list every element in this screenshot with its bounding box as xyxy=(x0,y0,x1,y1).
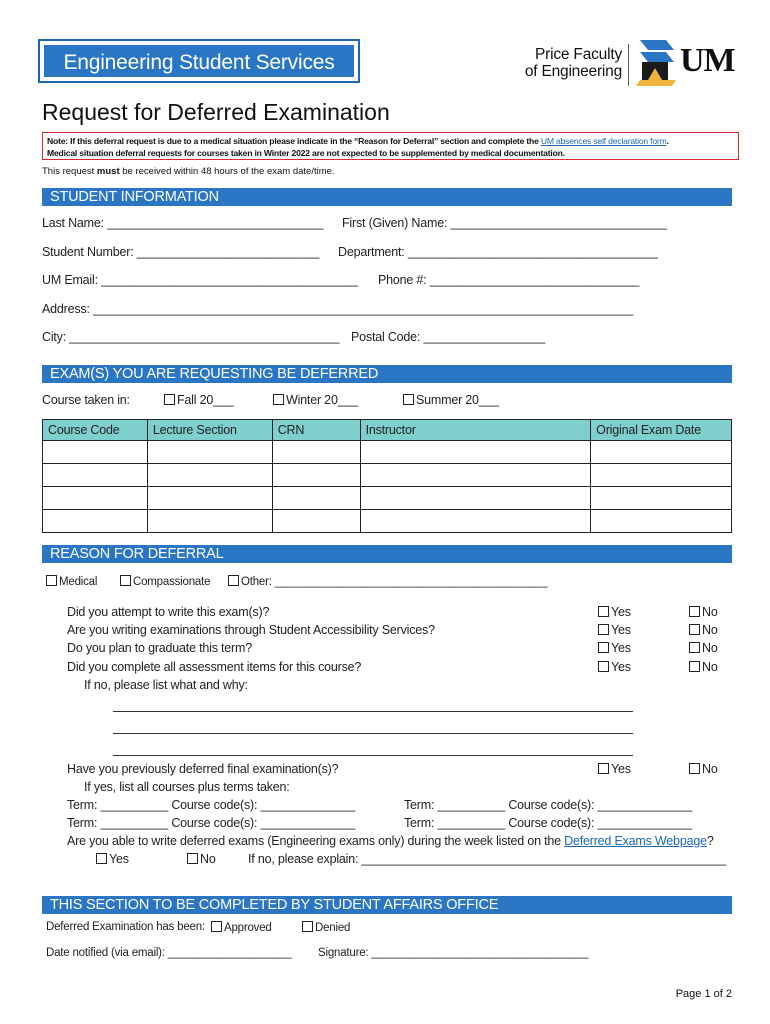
question-assessment: Did you complete all assessment items for this course? xyxy=(67,660,362,674)
question-able-to-write xyxy=(67,834,714,848)
no-checkbox[interactable] xyxy=(689,642,700,653)
reason-other[interactable] xyxy=(228,575,547,588)
table-cell[interactable] xyxy=(591,464,732,487)
medical-checkbox[interactable] xyxy=(46,575,57,586)
has-been-label: Deferred Examination has been: xyxy=(46,921,205,933)
logo-divider xyxy=(628,44,629,86)
table-cell[interactable] xyxy=(591,441,732,464)
able-text: Are you able to write deferred exams (Engineering exams only) during the week listed on the xyxy=(67,834,565,848)
office-heading: THIS SECTION TO BE COMPLETED BY STUDENT AFFAIRS OFFICE xyxy=(42,896,732,914)
table-cell[interactable] xyxy=(43,441,148,464)
yes-checkbox[interactable] xyxy=(598,763,609,774)
no-checkbox[interactable] xyxy=(689,763,700,774)
city-field[interactable]: City: ________________________________________ xyxy=(42,330,340,344)
self-declaration-link[interactable]: UM absences self declaration form xyxy=(540,136,667,146)
explain-field[interactable]: If no, please explain: ______________________________________________________ xyxy=(248,852,727,866)
yes-label: Yes xyxy=(611,762,631,776)
table-cell[interactable] xyxy=(272,441,360,464)
winter-label: Winter 20___ xyxy=(286,393,358,407)
signature-field[interactable]: Signature: ___________________________________ xyxy=(318,947,589,959)
table-cell[interactable] xyxy=(43,464,148,487)
no-label: No xyxy=(200,852,216,866)
no-option[interactable] xyxy=(689,762,718,776)
first-name-field[interactable]: First (Given) Name: ________________________________ xyxy=(342,216,667,230)
deadline-note xyxy=(42,166,335,177)
yes-label: Yes xyxy=(611,641,631,655)
if-no-label: If no, please list what and why: xyxy=(84,678,248,692)
question-previously-deferred: Have you previously deferred final examination(s)? xyxy=(67,762,339,776)
um-logo: UM xyxy=(680,42,735,79)
table-cell[interactable] xyxy=(147,464,272,487)
yes-label: Yes xyxy=(611,605,631,619)
summer-label: Summer 20___ xyxy=(416,393,500,407)
compassionate-label: Compassionate xyxy=(133,576,211,588)
explanation-line[interactable] xyxy=(113,733,633,734)
no-label: No xyxy=(702,660,718,674)
no-option[interactable] xyxy=(689,605,718,619)
postal-code-field[interactable]: Postal Code: __________________ xyxy=(351,330,545,344)
term-option-fall[interactable] xyxy=(164,393,233,407)
reason-heading: REASON FOR DEFERRAL xyxy=(42,545,732,563)
term-course-field[interactable]: Term: __________ Course code(s): ______________ xyxy=(404,816,693,830)
denied-checkbox[interactable] xyxy=(302,921,313,932)
table-cell[interactable] xyxy=(272,510,360,533)
no-checkbox[interactable] xyxy=(689,624,700,635)
able-no-option[interactable] xyxy=(187,852,216,866)
term-option-winter[interactable] xyxy=(273,393,358,407)
no-label: No xyxy=(702,641,718,655)
table-cell[interactable] xyxy=(360,487,591,510)
denied-option[interactable] xyxy=(302,921,350,934)
note-line-2: Medical situation deferral requests for courses taken in Winter 2022 are not expected to be supplemented by medical documentation. xyxy=(47,148,565,158)
yes-checkbox[interactable] xyxy=(598,606,609,617)
approved-label: Approved xyxy=(224,922,272,934)
faculty-line-2: of Engineering xyxy=(524,63,622,80)
no-label: No xyxy=(702,623,718,637)
no-checkbox[interactable] xyxy=(689,661,700,672)
reason-compassionate[interactable] xyxy=(120,575,210,588)
table-cell[interactable] xyxy=(147,510,272,533)
col-crn: CRN xyxy=(272,420,360,441)
no-option[interactable] xyxy=(689,641,718,655)
email-field[interactable]: UM Email: ______________________________________ xyxy=(42,273,358,287)
col-course-code: Course Code xyxy=(43,420,148,441)
page-number: Page 1 of 2 xyxy=(675,988,732,1000)
yes-option[interactable] xyxy=(598,641,631,655)
medical-label: Medical xyxy=(59,576,98,588)
other-checkbox[interactable] xyxy=(228,575,239,586)
term-option-summer[interactable] xyxy=(403,393,499,407)
question-attempt: Did you attempt to write this exam(s)? xyxy=(67,605,270,619)
no-option[interactable] xyxy=(689,660,718,674)
deadline-post: be received within 48 hours of the exam date/time. xyxy=(119,166,335,177)
table-row xyxy=(43,487,732,510)
table-row xyxy=(43,510,732,533)
col-instructor: Instructor xyxy=(360,420,591,441)
table-cell[interactable] xyxy=(43,510,148,533)
table-cell[interactable] xyxy=(591,510,732,533)
col-lecture-section: Lecture Section xyxy=(147,420,272,441)
fall-checkbox[interactable] xyxy=(164,394,175,405)
other-label: Other: ____________________________________________ xyxy=(241,576,548,588)
summer-checkbox[interactable] xyxy=(403,394,414,405)
deadline-bold: must xyxy=(96,166,120,177)
address-field[interactable]: Address: ________________________________________________________________________________ xyxy=(42,302,634,316)
table-row xyxy=(43,464,732,487)
table-cell[interactable] xyxy=(147,487,272,510)
no-label: No xyxy=(702,762,718,776)
yes-option[interactable] xyxy=(598,660,631,674)
denied-label: Denied xyxy=(315,922,351,934)
no-checkbox[interactable] xyxy=(689,606,700,617)
table-cell[interactable] xyxy=(147,441,272,464)
yes-checkbox[interactable] xyxy=(598,661,609,672)
table-cell[interactable] xyxy=(43,487,148,510)
exams-heading: EXAM(S) YOU ARE REQUESTING BE DEFERRED xyxy=(42,365,732,383)
table-cell[interactable] xyxy=(360,441,591,464)
able-qmark: ? xyxy=(706,834,714,848)
yes-checkbox[interactable] xyxy=(598,624,609,635)
table-cell[interactable] xyxy=(272,464,360,487)
term-course-field[interactable]: Term: __________ Course code(s): ______________ xyxy=(404,798,693,812)
no-option[interactable] xyxy=(689,623,718,637)
table-header-row xyxy=(43,420,732,441)
able-yes-option[interactable] xyxy=(96,852,129,866)
explanation-line[interactable] xyxy=(113,711,633,712)
unit-title-banner xyxy=(38,39,360,83)
courses-table xyxy=(42,419,732,533)
yes-checkbox[interactable] xyxy=(598,642,609,653)
table-cell[interactable] xyxy=(272,487,360,510)
faculty-line-1: Price Faculty xyxy=(535,46,622,63)
explanation-line[interactable] xyxy=(113,755,633,756)
question-graduate: Do you plan to graduate this term? xyxy=(67,641,252,655)
yes-checkbox[interactable] xyxy=(96,853,107,864)
col-original-exam-date: Original Exam Date xyxy=(591,420,732,441)
deadline-pre: This request xyxy=(42,166,97,177)
winter-checkbox[interactable] xyxy=(273,394,284,405)
note-text: Note: If this deferral request is due to a medical situation please indicate in the “Reason for Deferral” section and complete the xyxy=(47,136,541,146)
term-course-field[interactable]: Term: __________ Course code(s): ______________ xyxy=(67,798,356,812)
table-cell[interactable] xyxy=(360,510,591,533)
reason-medical[interactable] xyxy=(46,575,97,588)
phone-field[interactable]: Phone #: _______________________________ xyxy=(378,273,640,287)
course-taken-label: Course taken in: xyxy=(42,393,130,407)
page-title: Request for Deferred Examination xyxy=(42,99,390,125)
table-cell[interactable] xyxy=(591,487,732,510)
note-period: . xyxy=(666,136,669,146)
faculty-name xyxy=(500,46,622,80)
term-course-field[interactable]: Term: __________ Course code(s): ______________ xyxy=(67,816,356,830)
medical-note xyxy=(42,132,739,160)
question-accessibility: Are you writing examinations through Student Accessibility Services? xyxy=(67,623,435,637)
um-crest-icon xyxy=(636,36,678,88)
deferred-exams-link[interactable]: Deferred Exams Webpage xyxy=(564,834,707,848)
yes-label: Yes xyxy=(611,623,631,637)
yes-label: Yes xyxy=(611,660,631,674)
no-checkbox[interactable] xyxy=(187,853,198,864)
yes-option[interactable] xyxy=(598,605,631,619)
if-yes-label: If yes, list all courses plus terms taken: xyxy=(84,780,290,794)
table-cell[interactable] xyxy=(360,464,591,487)
date-notified-field[interactable]: Date notified (via email): ____________________ xyxy=(46,947,292,959)
approved-option[interactable] xyxy=(211,921,272,934)
student-number-field[interactable]: Student Number: ___________________________ xyxy=(42,245,320,259)
fall-label: Fall 20___ xyxy=(177,393,234,407)
yes-label: Yes xyxy=(109,852,129,866)
last-name-field[interactable]: Last Name: ________________________________ xyxy=(42,216,324,230)
student-info-heading: STUDENT INFORMATION xyxy=(42,188,732,206)
unit-title: Engineering Student Services xyxy=(44,45,354,77)
table-row xyxy=(43,441,732,464)
yes-option[interactable] xyxy=(598,762,631,776)
approved-checkbox[interactable] xyxy=(211,921,222,932)
compassionate-checkbox[interactable] xyxy=(120,575,131,586)
no-label: No xyxy=(702,605,718,619)
yes-option[interactable] xyxy=(598,623,631,637)
department-field[interactable]: Department: _____________________________________ xyxy=(338,245,658,259)
